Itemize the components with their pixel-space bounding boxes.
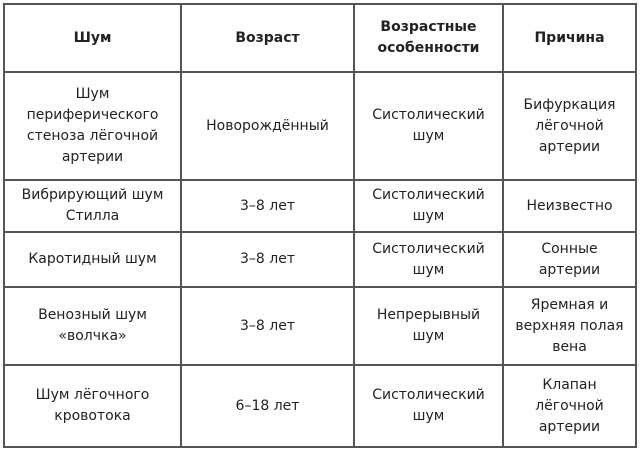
table-row [4, 180, 636, 232]
cell-cause: Яремная и верхняя полая вена [503, 287, 636, 365]
murmur-table [3, 3, 637, 448]
header-features: Возрастные особенности [354, 4, 503, 72]
cell-age: 3–8 лет [181, 180, 354, 232]
cell-features: Систолический шум [354, 365, 503, 447]
header-murmur: Шум [4, 4, 181, 72]
table-row [4, 232, 636, 287]
cell-murmur: Венозный шум «волчка» [4, 287, 181, 365]
cell-cause: Неизвестно [503, 180, 636, 232]
cell-murmur: Вибрирующий шум Стилла [4, 180, 181, 232]
header-age: Возраст [181, 4, 354, 72]
cell-features: Систолический шум [354, 72, 503, 180]
header-cause: Причина [503, 4, 636, 72]
cell-cause: Клапан лёгочной артерии [503, 365, 636, 447]
cell-age: 6–18 лет [181, 365, 354, 447]
cell-cause: Сонные артерии [503, 232, 636, 287]
cell-features: Систолический шум [354, 180, 503, 232]
cell-age: 3–8 лет [181, 287, 354, 365]
table-row [4, 287, 636, 365]
cell-age: Новорождённый [181, 72, 354, 180]
cell-cause: Бифуркация лёгочной артерии [503, 72, 636, 180]
cell-murmur: Шум лёгочного кровотока [4, 365, 181, 447]
header-row [4, 4, 636, 72]
cell-features: Систолический шум [354, 232, 503, 287]
table-row [4, 72, 636, 180]
table-row [4, 365, 636, 447]
cell-age: 3–8 лет [181, 232, 354, 287]
cell-murmur: Шум периферического стеноза лёгочной артерии [4, 72, 181, 180]
cell-murmur: Каротидный шум [4, 232, 181, 287]
cell-features: Непрерывный шум [354, 287, 503, 365]
